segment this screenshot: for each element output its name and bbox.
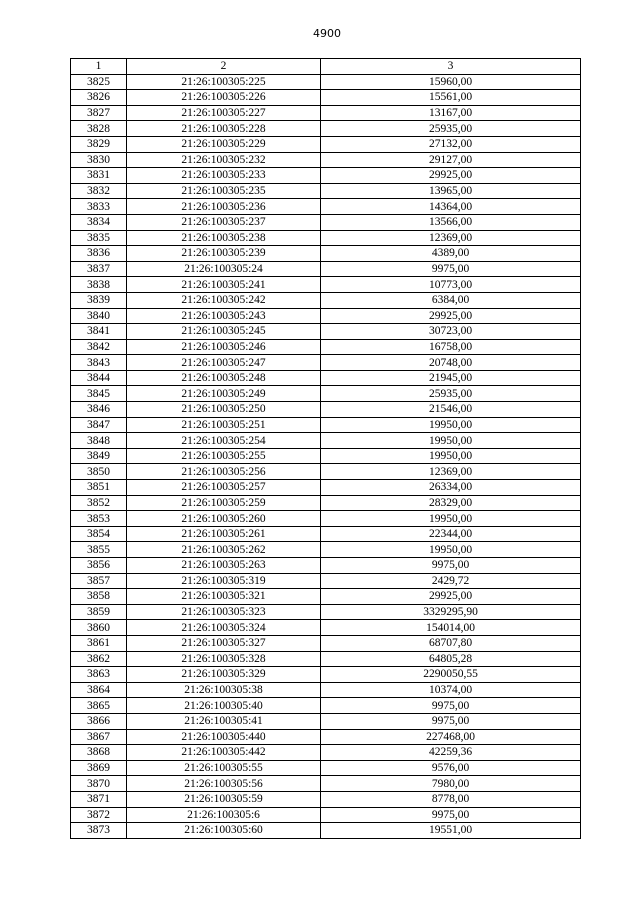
table-row [71, 480, 581, 496]
cadastral-number-cell: 21:26:100305:247 [127, 355, 321, 371]
row-number-cell: 3834 [71, 214, 127, 230]
cadastral-number-cell: 21:26:100305:327 [127, 635, 321, 651]
row-number-cell: 3840 [71, 308, 127, 324]
value-cell: 20748,00 [321, 355, 581, 371]
table-row [71, 464, 581, 480]
value-cell: 9975,00 [321, 261, 581, 277]
value-cell: 21546,00 [321, 402, 581, 418]
cadastral-number-cell: 21:26:100305:440 [127, 729, 321, 745]
cadastral-number-cell: 21:26:100305:56 [127, 776, 321, 792]
value-cell: 9975,00 [321, 713, 581, 729]
cadastral-number-cell: 21:26:100305:238 [127, 230, 321, 246]
table-row [71, 230, 581, 246]
table-row [71, 542, 581, 558]
table-row [71, 105, 581, 121]
value-cell: 10374,00 [321, 682, 581, 698]
row-number-cell: 3858 [71, 589, 127, 605]
cadastral-number-cell: 21:26:100305:323 [127, 604, 321, 620]
cadastral-number-cell: 21:26:100305:243 [127, 308, 321, 324]
table-row [71, 698, 581, 714]
table-row [71, 745, 581, 761]
value-cell: 19950,00 [321, 511, 581, 527]
cadastral-number-cell: 21:26:100305:256 [127, 464, 321, 480]
row-number-cell: 3864 [71, 682, 127, 698]
row-number-cell: 3832 [71, 183, 127, 199]
value-cell: 8778,00 [321, 791, 581, 807]
table-row [71, 526, 581, 542]
cadastral-number-cell: 21:26:100305:232 [127, 152, 321, 168]
cadastral-number-cell: 21:26:100305:55 [127, 760, 321, 776]
cadastral-number-cell: 21:26:100305:6 [127, 807, 321, 823]
cadastral-number-cell: 21:26:100305:442 [127, 745, 321, 761]
row-number-cell: 3870 [71, 776, 127, 792]
table-row [71, 136, 581, 152]
row-number-cell: 3839 [71, 292, 127, 308]
cadastral-number-cell: 21:26:100305:324 [127, 620, 321, 636]
cadastral-number-cell: 21:26:100305:250 [127, 402, 321, 418]
cadastral-number-cell: 21:26:100305:239 [127, 246, 321, 262]
row-number-cell: 3838 [71, 277, 127, 293]
cadastral-number-cell: 21:26:100305:263 [127, 558, 321, 574]
row-number-cell: 3837 [71, 261, 127, 277]
value-cell: 42259,36 [321, 745, 581, 761]
cadastral-number-cell: 21:26:100305:237 [127, 214, 321, 230]
value-cell: 29925,00 [321, 589, 581, 605]
row-number-cell: 3833 [71, 199, 127, 215]
row-number-cell: 3847 [71, 417, 127, 433]
header-row [71, 59, 581, 75]
value-cell: 13566,00 [321, 214, 581, 230]
table-row [71, 791, 581, 807]
cadastral-number-cell: 21:26:100305:248 [127, 370, 321, 386]
page-number: 4900 [313, 27, 341, 40]
table-row [71, 74, 581, 90]
value-cell: 29925,00 [321, 308, 581, 324]
cadastral-number-cell: 21:26:100305:321 [127, 589, 321, 605]
row-number-cell: 3862 [71, 651, 127, 667]
row-number-cell: 3830 [71, 152, 127, 168]
table-row [71, 324, 581, 340]
value-cell: 2290050,55 [321, 667, 581, 683]
cadastral-number-cell: 21:26:100305:235 [127, 183, 321, 199]
value-cell: 14364,00 [321, 199, 581, 215]
row-number-cell: 3846 [71, 402, 127, 418]
row-number-cell: 3857 [71, 573, 127, 589]
row-number-cell: 3871 [71, 791, 127, 807]
value-cell: 12369,00 [321, 464, 581, 480]
row-number-cell: 3852 [71, 495, 127, 511]
cadastral-number-cell: 21:26:100305:261 [127, 526, 321, 542]
cadastral-number-cell: 21:26:100305:262 [127, 542, 321, 558]
cadastral-number-cell: 21:26:100305:24 [127, 261, 321, 277]
table-row [71, 589, 581, 605]
row-number-cell: 3827 [71, 105, 127, 121]
value-cell: 13167,00 [321, 105, 581, 121]
table-row [71, 199, 581, 215]
value-cell: 22344,00 [321, 526, 581, 542]
table-row [71, 214, 581, 230]
value-cell: 12369,00 [321, 230, 581, 246]
table-row [71, 152, 581, 168]
table-row [71, 339, 581, 355]
cadastral-number-cell: 21:26:100305:225 [127, 74, 321, 90]
cadastral-number-cell: 21:26:100305:319 [127, 573, 321, 589]
cadastral-number-cell: 21:26:100305:40 [127, 698, 321, 714]
table-row [71, 495, 581, 511]
row-number-cell: 3826 [71, 90, 127, 106]
value-cell: 7980,00 [321, 776, 581, 792]
table-row [71, 604, 581, 620]
value-cell: 29127,00 [321, 152, 581, 168]
cadastral-number-cell: 21:26:100305:259 [127, 495, 321, 511]
value-cell: 27132,00 [321, 136, 581, 152]
row-number-cell: 3851 [71, 480, 127, 496]
row-number-cell: 3869 [71, 760, 127, 776]
value-cell: 15561,00 [321, 90, 581, 106]
row-number-cell: 3861 [71, 635, 127, 651]
cadastral-number-cell: 21:26:100305:260 [127, 511, 321, 527]
table-row [71, 776, 581, 792]
table-row [71, 667, 581, 683]
table-row [71, 417, 581, 433]
cadastral-number-cell: 21:26:100305:257 [127, 480, 321, 496]
row-number-cell: 3854 [71, 526, 127, 542]
cadastral-number-cell: 21:26:100305:329 [127, 667, 321, 683]
value-cell: 21945,00 [321, 370, 581, 386]
cadastral-number-cell: 21:26:100305:229 [127, 136, 321, 152]
value-cell: 64805,28 [321, 651, 581, 667]
value-cell: 9975,00 [321, 698, 581, 714]
table-row [71, 355, 581, 371]
row-number-cell: 3865 [71, 698, 127, 714]
table-body [71, 74, 581, 838]
row-number-cell: 3831 [71, 168, 127, 184]
cadastral-number-cell: 21:26:100305:241 [127, 277, 321, 293]
row-number-cell: 3850 [71, 464, 127, 480]
cadastral-number-cell: 21:26:100305:60 [127, 823, 321, 839]
cadastral-number-cell: 21:26:100305:254 [127, 433, 321, 449]
row-number-cell: 3872 [71, 807, 127, 823]
cadastral-number-cell: 21:26:100305:233 [127, 168, 321, 184]
row-number-cell: 3855 [71, 542, 127, 558]
table-row [71, 308, 581, 324]
table-row [71, 121, 581, 137]
row-number-cell: 3863 [71, 667, 127, 683]
cadastral-number-cell: 21:26:100305:251 [127, 417, 321, 433]
row-number-cell: 3859 [71, 604, 127, 620]
column-header: 3 [321, 59, 581, 75]
value-cell: 9975,00 [321, 558, 581, 574]
value-cell: 19950,00 [321, 417, 581, 433]
value-cell: 68707,80 [321, 635, 581, 651]
value-cell: 13965,00 [321, 183, 581, 199]
table-row [71, 277, 581, 293]
column-header: 2 [127, 59, 321, 75]
row-number-cell: 3825 [71, 74, 127, 90]
row-number-cell: 3841 [71, 324, 127, 340]
value-cell: 3329295,90 [321, 604, 581, 620]
row-number-cell: 3866 [71, 713, 127, 729]
value-cell: 227468,00 [321, 729, 581, 745]
value-cell: 28329,00 [321, 495, 581, 511]
value-cell: 2429,72 [321, 573, 581, 589]
cadastral-number-cell: 21:26:100305:245 [127, 324, 321, 340]
row-number-cell: 3860 [71, 620, 127, 636]
row-number-cell: 3829 [71, 136, 127, 152]
table-row [71, 292, 581, 308]
value-cell: 30723,00 [321, 324, 581, 340]
cadastral-number-cell: 21:26:100305:249 [127, 386, 321, 402]
table-row [71, 823, 581, 839]
row-number-cell: 3836 [71, 246, 127, 262]
table-row [71, 246, 581, 262]
table-row [71, 183, 581, 199]
table-row [71, 370, 581, 386]
cadastral-number-cell: 21:26:100305:255 [127, 448, 321, 464]
value-cell: 29925,00 [321, 168, 581, 184]
value-cell: 19950,00 [321, 448, 581, 464]
cadastral-number-cell: 21:26:100305:228 [127, 121, 321, 137]
row-number-cell: 3867 [71, 729, 127, 745]
row-number-cell: 3845 [71, 386, 127, 402]
table-row [71, 620, 581, 636]
cadastral-number-cell: 21:26:100305:328 [127, 651, 321, 667]
table-row [71, 713, 581, 729]
table-row [71, 90, 581, 106]
table-row [71, 760, 581, 776]
value-cell: 4389,00 [321, 246, 581, 262]
value-cell: 25935,00 [321, 386, 581, 402]
table-row [71, 573, 581, 589]
table-row [71, 651, 581, 667]
table-row [71, 558, 581, 574]
value-cell: 25935,00 [321, 121, 581, 137]
value-cell: 10773,00 [321, 277, 581, 293]
row-number-cell: 3842 [71, 339, 127, 355]
value-cell: 6384,00 [321, 292, 581, 308]
value-cell: 19950,00 [321, 433, 581, 449]
table-row [71, 635, 581, 651]
cadastral-number-cell: 21:26:100305:227 [127, 105, 321, 121]
table-row [71, 511, 581, 527]
table-row [71, 402, 581, 418]
value-cell: 154014,00 [321, 620, 581, 636]
row-number-cell: 3828 [71, 121, 127, 137]
row-number-cell: 3849 [71, 448, 127, 464]
value-cell: 19950,00 [321, 542, 581, 558]
table-row [71, 433, 581, 449]
table-row [71, 261, 581, 277]
value-cell: 15960,00 [321, 74, 581, 90]
cadastral-number-cell: 21:26:100305:38 [127, 682, 321, 698]
cadastral-number-cell: 21:26:100305:242 [127, 292, 321, 308]
cadastral-number-cell: 21:26:100305:236 [127, 199, 321, 215]
row-number-cell: 3856 [71, 558, 127, 574]
value-cell: 9975,00 [321, 807, 581, 823]
value-cell: 26334,00 [321, 480, 581, 496]
cadastral-number-cell: 21:26:100305:59 [127, 791, 321, 807]
column-header: 1 [71, 59, 127, 75]
data-table [70, 58, 581, 839]
row-number-cell: 3868 [71, 745, 127, 761]
row-number-cell: 3853 [71, 511, 127, 527]
value-cell: 9576,00 [321, 760, 581, 776]
table-row [71, 682, 581, 698]
table-row [71, 448, 581, 464]
table-row [71, 168, 581, 184]
row-number-cell: 3848 [71, 433, 127, 449]
row-number-cell: 3835 [71, 230, 127, 246]
table-row [71, 729, 581, 745]
cadastral-number-cell: 21:26:100305:226 [127, 90, 321, 106]
value-cell: 16758,00 [321, 339, 581, 355]
table-header [71, 59, 581, 75]
row-number-cell: 3843 [71, 355, 127, 371]
row-number-cell: 3873 [71, 823, 127, 839]
table-row [71, 386, 581, 402]
cadastral-number-cell: 21:26:100305:41 [127, 713, 321, 729]
value-cell: 19551,00 [321, 823, 581, 839]
cadastral-number-cell: 21:26:100305:246 [127, 339, 321, 355]
table-row [71, 807, 581, 823]
row-number-cell: 3844 [71, 370, 127, 386]
